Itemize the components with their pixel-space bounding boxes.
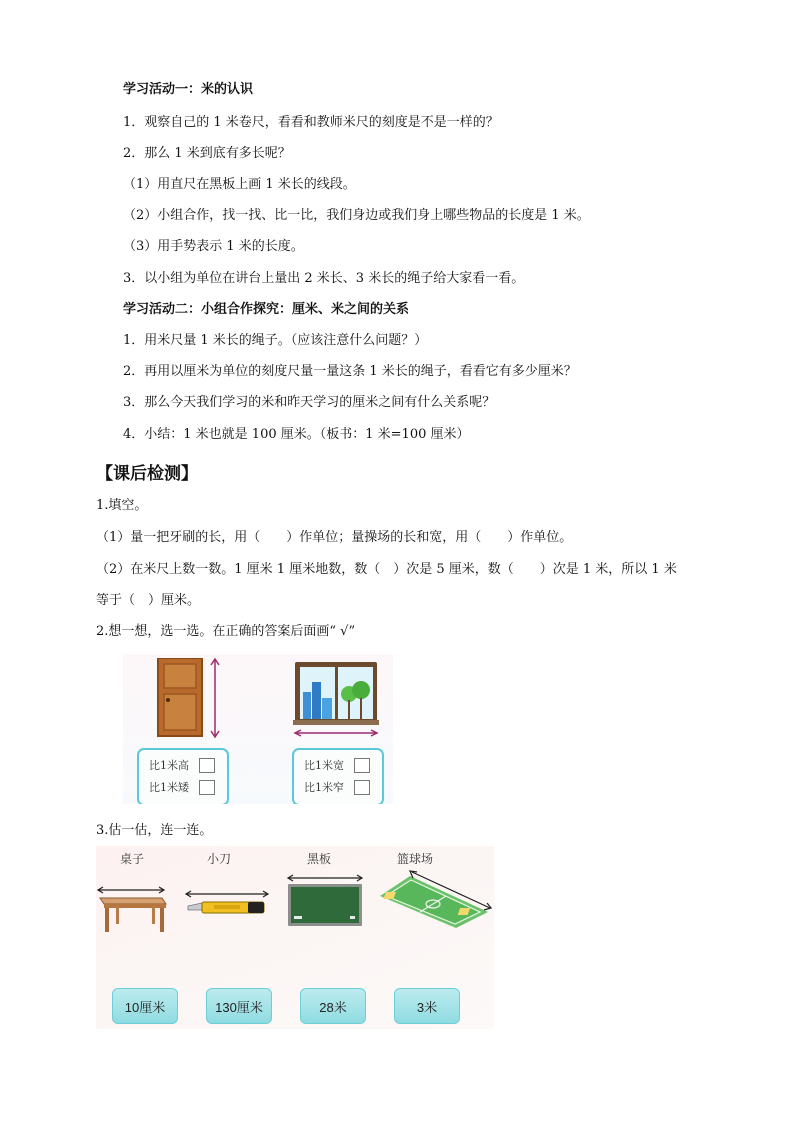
checkbox[interactable]: [354, 758, 370, 773]
q1-line: （1）量一把牙刷的长，用（ ）作单位；量操场的长和宽，用（ ）作单位。: [96, 530, 573, 545]
activity1-item: （3）用手势表示 1 米的长度。: [123, 239, 304, 254]
activity1-item: （2）小组合作，找一找、比一比，我们身边或我们身上哪些物品的长度是 1 米。: [123, 208, 590, 223]
activity1-item: （1）用直尺在黑板上画 1 米长的线段。: [123, 177, 356, 192]
q1-title: 1.填空。: [96, 498, 148, 513]
activity1-item: 2．那么 1 米到底有多长呢？: [123, 146, 291, 161]
section-title: 【课后检测】: [96, 464, 198, 484]
door-choice-box: [137, 748, 229, 804]
object-label-table: 桌子: [120, 852, 145, 866]
q3-picture-panel: [96, 846, 494, 1029]
basketball-court-icon: [376, 870, 492, 934]
activity2-item: 4．小结：1 米也就是 100 厘米。（板书：1 米=100 厘米）: [123, 427, 470, 442]
object-label-court: 篮球场: [397, 852, 434, 866]
door-choice-taller[interactable]: [149, 757, 215, 773]
q1-line: （2）在米尺上数一数。1 厘米 1 厘米地数，数（ ）次是 5 厘米，数（ ）次是 1 米，所以 1 米: [96, 562, 677, 577]
activity2-item: 2．再用以厘米为单位的刻度尺量一量这条 1 米长的绳子，看看它有多少厘米？: [123, 364, 577, 379]
q1-line: 等于（ ）厘米。: [96, 593, 201, 608]
answer-card-3m[interactable]: 3米: [394, 988, 460, 1024]
activity1-item: 1．观察自己的 1 米卷尺，看看和教师米尺的刻度是不是一样的？: [123, 115, 499, 130]
knife-icon: [184, 888, 274, 928]
activity2-item: 1．用米尺量 1 米长的绳子。（应该注意什么问题？）: [123, 333, 428, 348]
checkbox[interactable]: [199, 758, 215, 773]
door-icon: [155, 658, 225, 742]
q2-picture-panel: [123, 654, 393, 804]
q2-title: 2.想一想，选一选。在正确的答案后面画“ √”: [96, 624, 356, 639]
window-icon: [293, 660, 381, 740]
checkbox[interactable]: [354, 780, 370, 795]
window-choice-box: [292, 748, 384, 804]
choice-label: 比1米宽: [304, 759, 344, 772]
window-choice-narrower[interactable]: [304, 779, 370, 795]
activity1-item: 3．以小组为单位在讲台上量出 2 米长、3 米长的绳子给大家看一看。: [123, 271, 525, 286]
activity2-item: 3．那么今天我们学习的米和昨天学习的厘米之间有什么关系呢？: [123, 395, 496, 410]
activity1-title: 学习活动一：米的认识: [123, 82, 254, 97]
table-icon: [96, 884, 168, 936]
choice-label: 比1米矮: [149, 781, 189, 794]
answer-card-130cm[interactable]: 130厘米: [206, 988, 272, 1024]
object-label-knife: 小刀: [207, 852, 232, 866]
checkbox[interactable]: [199, 780, 215, 795]
blackboard-icon: [286, 872, 366, 930]
q3-title: 3.估一估，连一连。: [96, 823, 213, 838]
activity2-title: 学习活动二：小组合作探究：厘米、米之间的关系: [123, 302, 410, 317]
choice-label: 比1米窄: [304, 781, 344, 794]
door-choice-shorter[interactable]: [149, 779, 215, 795]
choice-label: 比1米高: [149, 759, 189, 772]
answer-card-10cm[interactable]: 10厘米: [112, 988, 178, 1024]
answer-card-28m[interactable]: 28米: [300, 988, 366, 1024]
object-label-blackboard: 黑板: [307, 852, 332, 866]
window-choice-wider[interactable]: [304, 757, 370, 773]
